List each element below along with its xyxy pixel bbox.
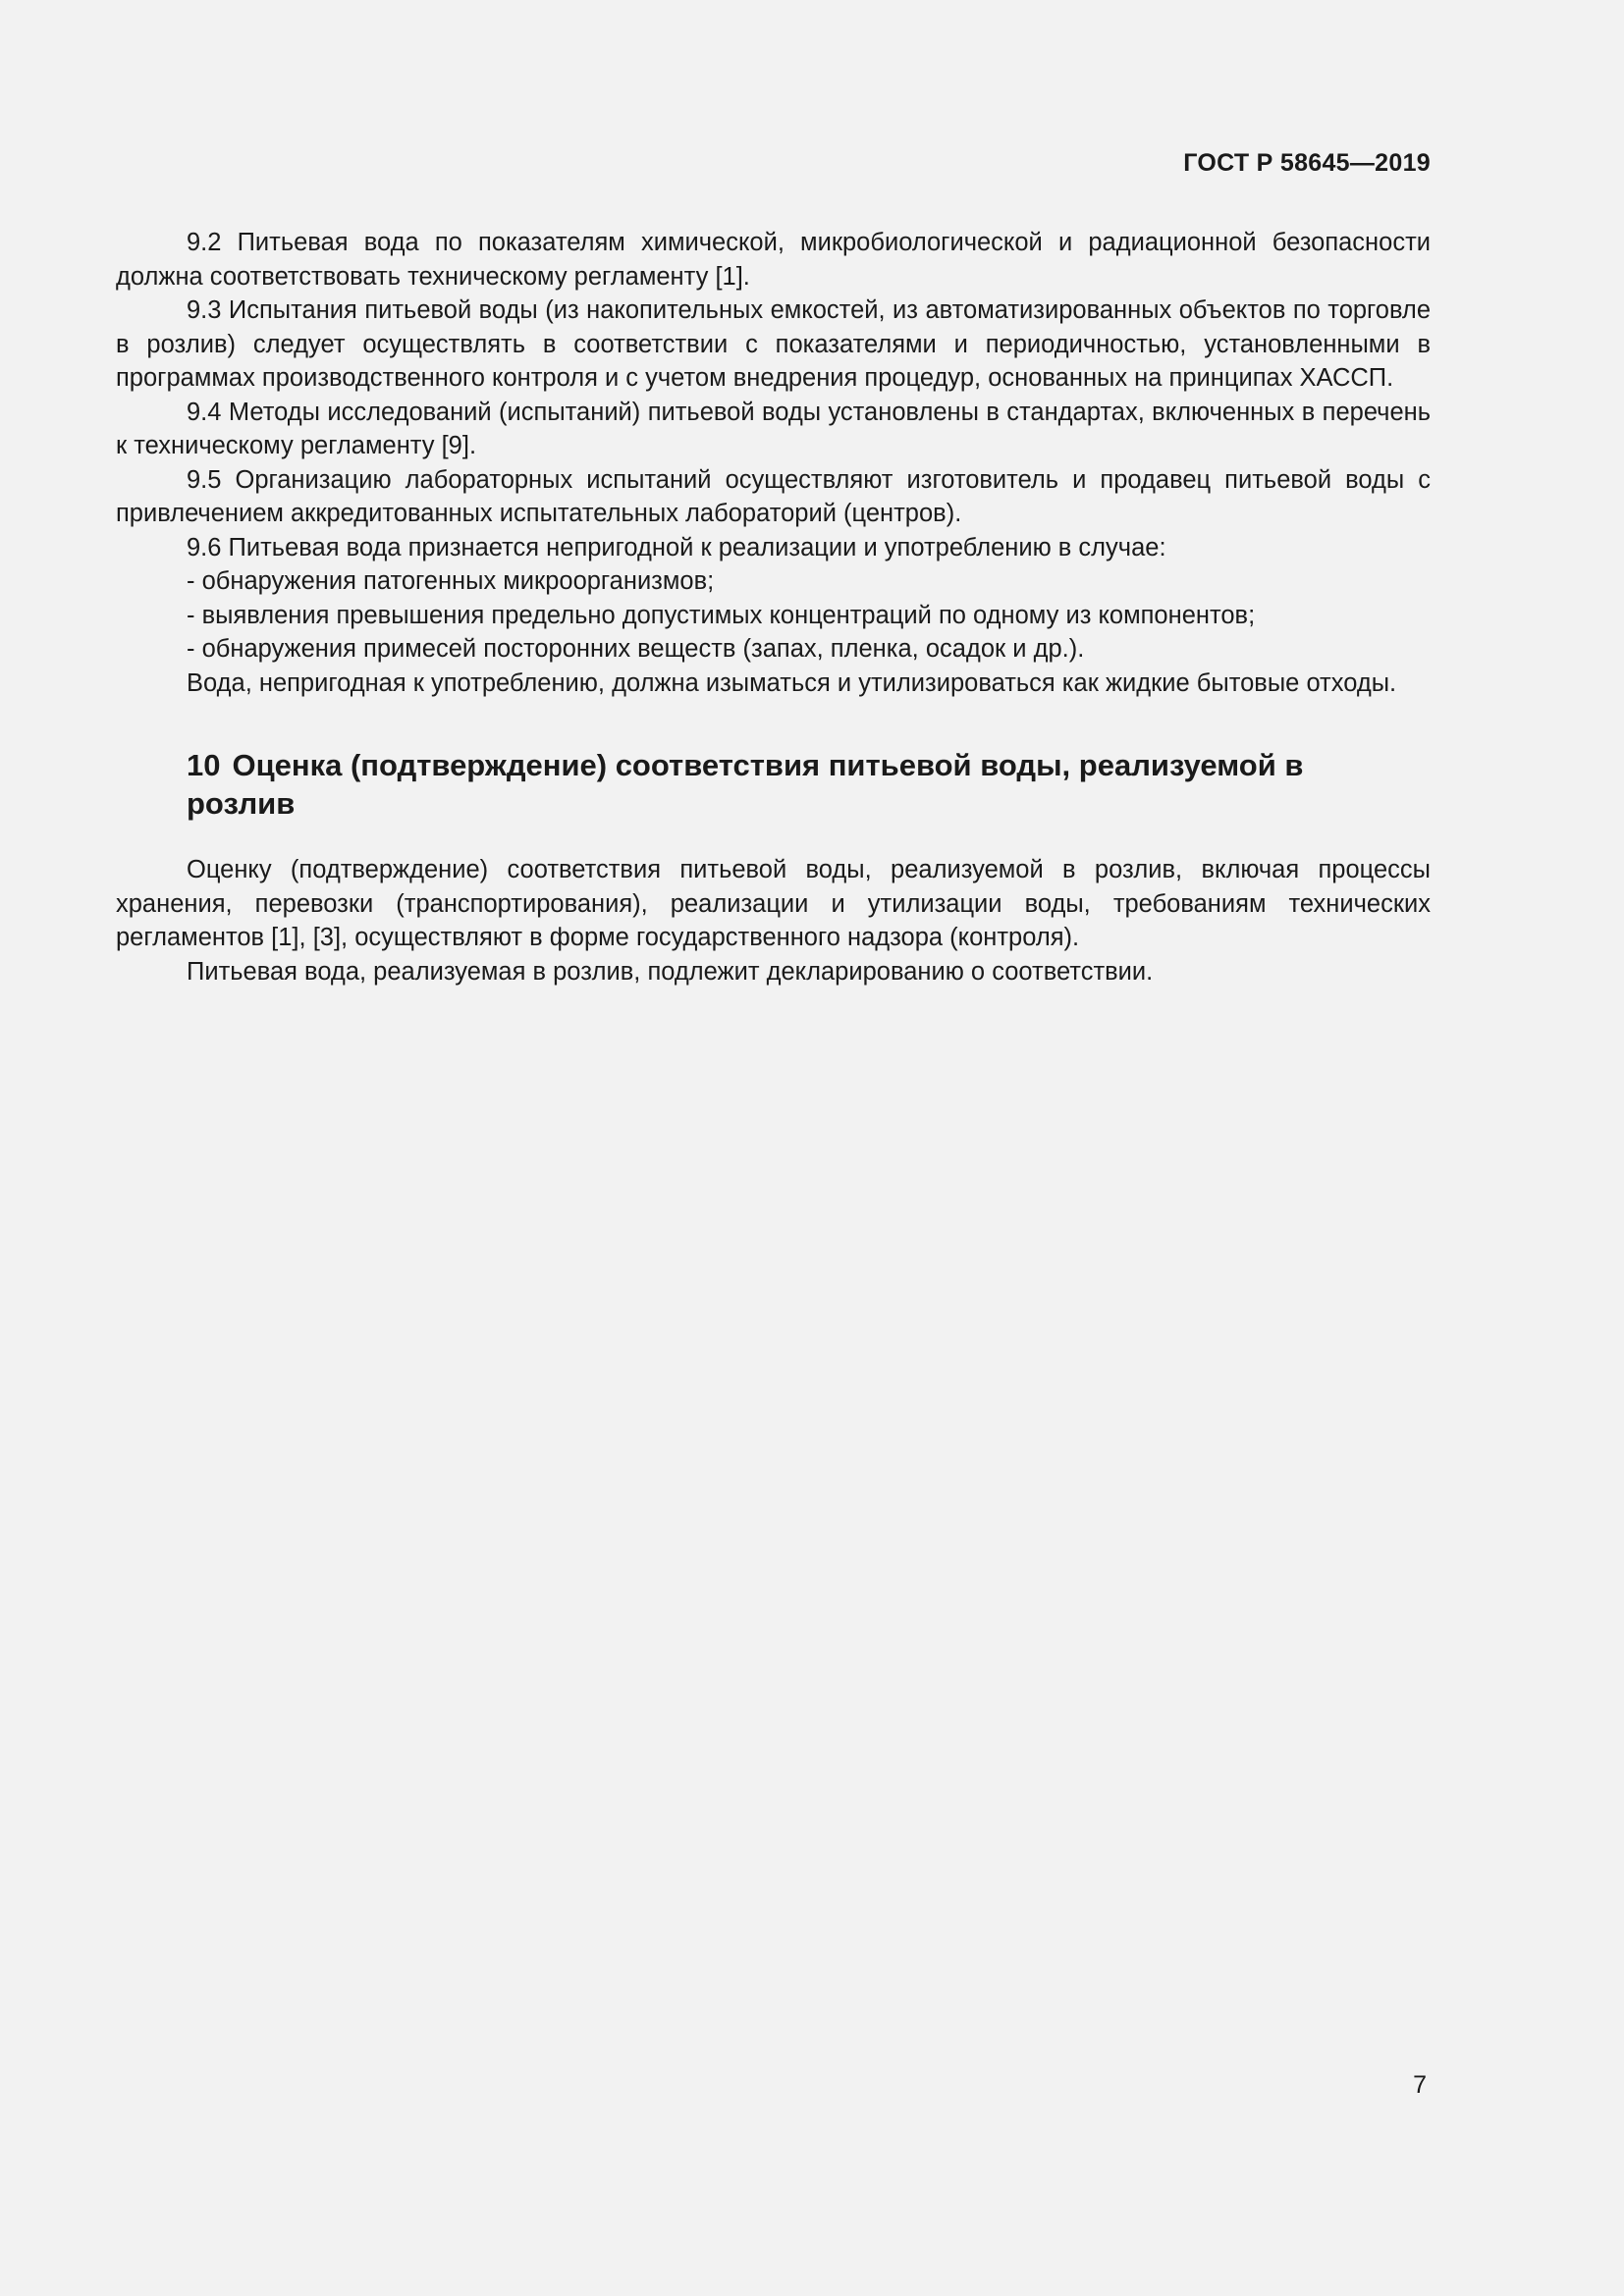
section-10-paragraph: Питьевая вода, реализуемая в розлив, подлежит декларированию о соответствии. <box>187 957 1154 986</box>
document-header: ГОСТ Р 58645—2019 <box>1183 149 1431 177</box>
clause-9-6-note: Вода, непригодная к употреблению, должна изыматься и утилизироваться как жидкие бытовые отходы. <box>187 668 1397 697</box>
clause-9-6: 9.6 Питьевая вода признается непригодной к реализации и употреблению в случае: <box>187 533 1166 561</box>
section-number: 10 <box>187 748 221 782</box>
page-number: 7 <box>1413 2071 1427 2099</box>
section-title: Оценка (подтверждение) соответствия питьевой воды, реализуемой в розлив <box>187 748 1304 821</box>
clause-9-3: 9.3 Испытания питьевой воды (из накопительных емкостей, из автоматизированных объектов по торговле в розлив) следует осуществлять в соответствии с показателями и периодичностью, установленными в программах производственного контроля и с учетом внедрения процедур, основанных на принципах ХАССП. <box>116 296 1431 392</box>
clause-9-2: 9.2 Питьевая вода по показателям химической, микробиологической и радиационной безопасности должна соответствовать техническому регламенту [1]. <box>116 229 1431 291</box>
section-10-paragraph: Оценку (подтверждение) соответствия питьевой воды, реализуемой в розлив, включая процессы хранения, перевозки (транспортирования), реализации и утилизации воды, требованиям технических регламентов [1], [3], осуществляют в форме государственного надзора (контроля). <box>116 856 1431 951</box>
clause-9-5: 9.5 Организацию лабораторных испытаний осуществляют изготовитель и продавец питьевой воды с привлечением аккредитованных испытательных лабораторий (центров). <box>116 465 1431 527</box>
clause-9-4: 9.4 Методы исследований (испытаний) питьевой воды установлены в стандартах, включенных в перечень к техническому регламенту [9]. <box>116 398 1431 459</box>
list-item: - выявления превышения предельно допустимых концентраций по одному из компонентов; <box>187 601 1256 629</box>
list-item: - обнаружения патогенных микроорганизмов; <box>187 567 715 595</box>
document-body <box>116 226 1431 988</box>
section-10-heading <box>187 746 1431 823</box>
list-item: - обнаружения примесей посторонних веществ (запах, пленка, осадок и др.). <box>187 635 1085 663</box>
